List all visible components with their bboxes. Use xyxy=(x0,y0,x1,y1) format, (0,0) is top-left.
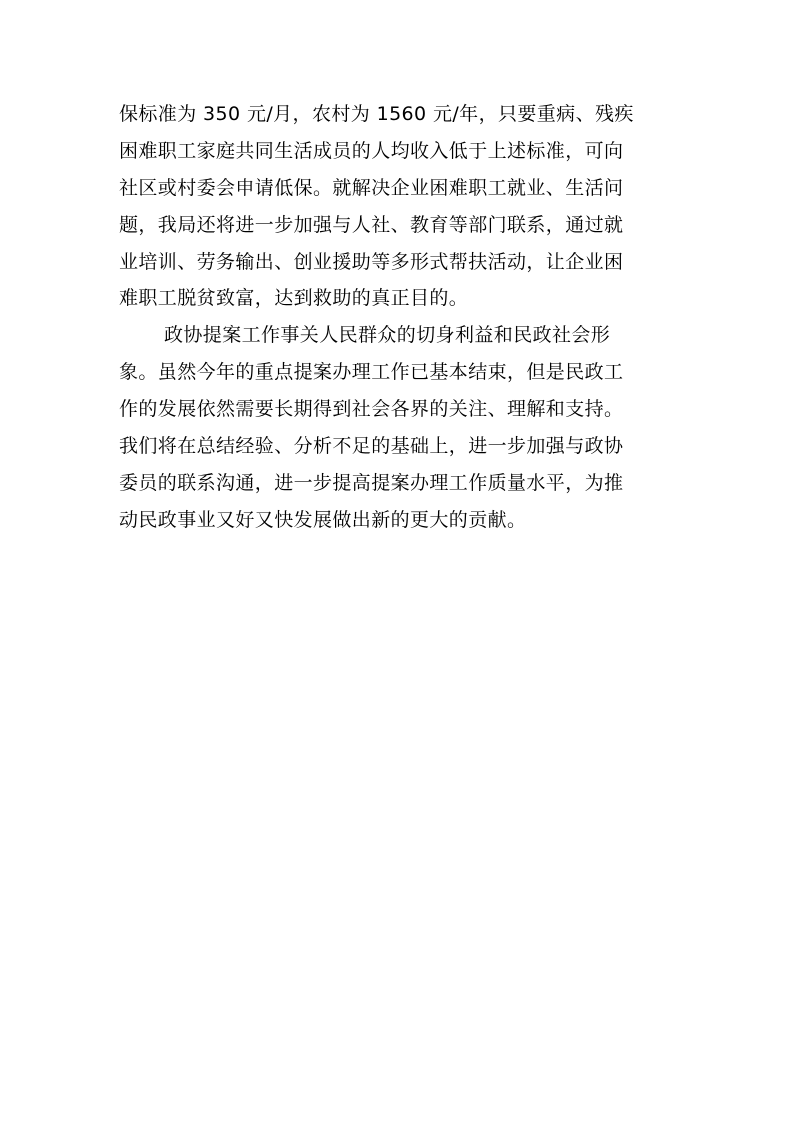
text-line: 政协提案工作事关人民群众的切身利益和民政社会形 xyxy=(164,324,611,347)
text-line: 难职工脱贫致富，达到救助的真正目的。 xyxy=(119,287,469,310)
text-line: 象。虽然今年的重点提案办理工作已基本结束，但是民政工 xyxy=(119,361,624,384)
paragraph-1 xyxy=(119,96,699,317)
text-line: 社区或村委会申请低保。就解决企业困难职工就业、生活问 xyxy=(119,176,624,199)
paragraph-2 xyxy=(119,317,699,538)
text-line: 我们将在总结经验、分析不足的基础上，进一步加强与政协 xyxy=(119,435,624,458)
body-text xyxy=(119,96,699,539)
text-line: 保标准为 350 元/月，农村为 1560 元/年，只要重病、残疾 xyxy=(119,103,634,125)
text-line: 委员的联系沟通，进一步提高提案办理工作质量水平，为推 xyxy=(119,471,624,494)
text-line: 作的发展依然需要长期得到社会各界的关注、理解和支持。 xyxy=(119,398,624,421)
text-line: 业培训、劳务输出、创业援助等多形式帮扶活动，让企业困 xyxy=(119,250,624,273)
text-line: 困难职工家庭共同生活成员的人均收入低于上述标准，可向 xyxy=(119,139,624,162)
text-line: 题，我局还将进一步加强与人社、教育等部门联系，通过就 xyxy=(119,213,624,236)
text-line: 动民政事业又好又快发展做出新的更大的贡献。 xyxy=(119,508,527,531)
